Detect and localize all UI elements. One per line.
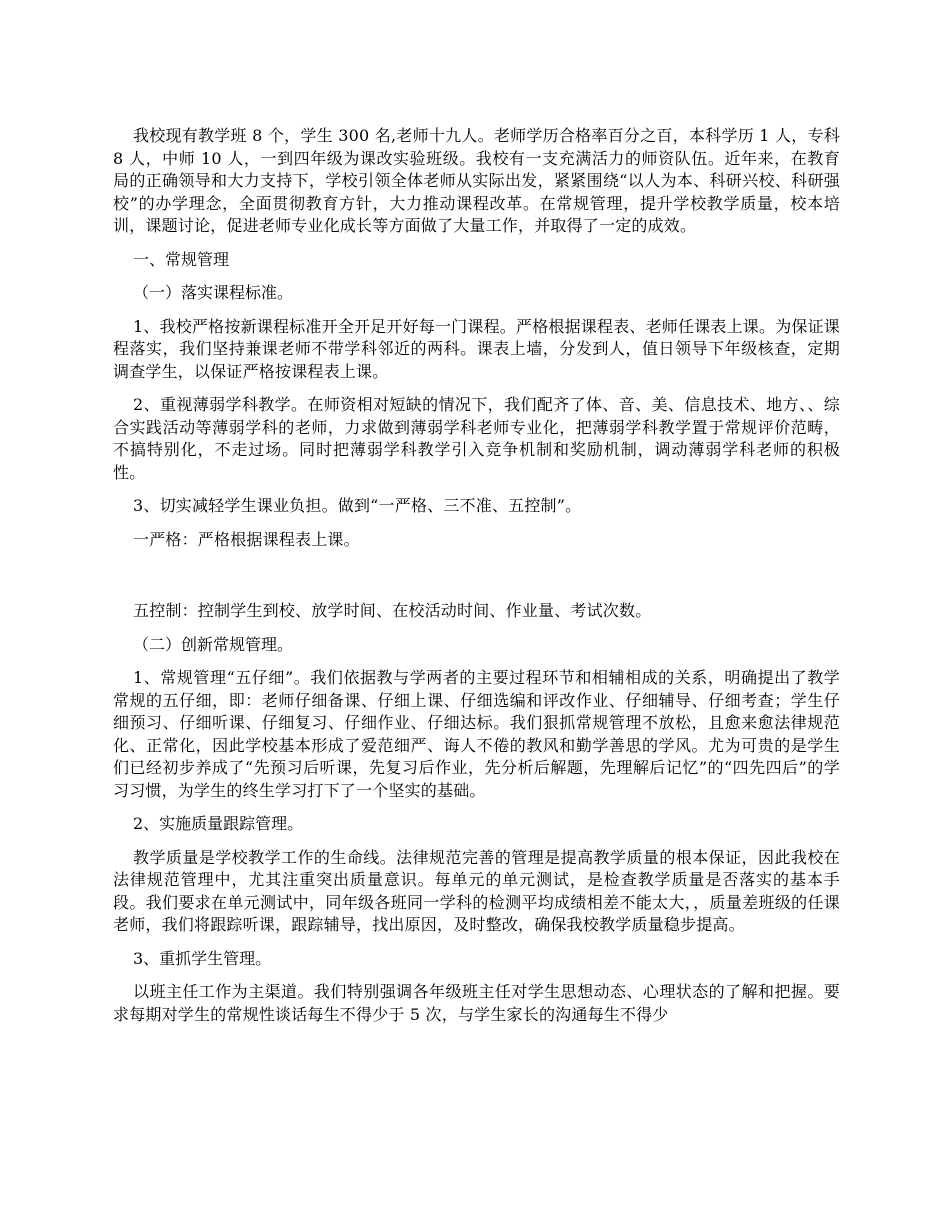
blank-gap	[113, 562, 840, 600]
paragraph-teaching-quality: 教学质量是学校教学工作的生命线。法律规范完善的管理是提高教学质量的根本保证，因此我校在法律规范管理中，尤其注重突出质量意识。每单元的单元测试，是检查教学质量是否落实的基本手段。我们要求在单元测试中，同年级各班同一学科的检测平均成绩相差不能太大，，质量差班级的任课老师，我们将跟踪听课，跟踪辅导，找出原因，及时整改，确保我校教学质量稳步提高。	[113, 847, 840, 934]
section-heading-routine-management: 一、常规管理	[133, 249, 230, 269]
paragraph-curriculum-implementation: 1、我校严格按新课程标准开全开足开好每一门课程。严格根据课程表、老师任课表上课。为保证课程落实，我们坚持兼课老师不带学科邻近的两科。课表上墙，分发到人，值日领导下年级核查，定期调查学生，以保证严格按课程表上课。	[113, 316, 840, 381]
paragraph-class-teacher-work: 以班主任工作为主渠道。我们特别强调各年级班主任对学生思想动态、心理状态的了解和把握。要求每期对学生的常规性谈话每生不得少于 5 次，与学生家长的沟通每生不得少	[113, 982, 840, 1024]
paragraph-one-strict: 一严格：严格根据课程表上课。	[133, 529, 360, 549]
document-page	[113, 125, 840, 1037]
heading-quality-tracking: 2、实施质量跟踪管理。	[133, 814, 304, 833]
paragraph-weak-subjects: 2、重视薄弱学科教学。在师资相对短缺的情况下，我们配齐了体、音、美、信息技术、地方、、综合实践活动等薄弱学科的老师，力求做到薄弱学科老师专业化，把薄弱学科教学置于常规评价范畴，不搞特别化，不走过场。同时把薄弱学科教学引入竞争机制和奖励机制，调动薄弱学科老师的积极性。	[113, 395, 840, 482]
subsection-heading-innovative-management: （二）创新常规管理。	[133, 634, 294, 654]
subsection-heading-curriculum-standards: （一）落实课程标准。	[133, 283, 294, 302]
paragraph-five-controls: 五控制：控制学生到校、放学时间、在校活动时间、作业量、考试次数。	[133, 601, 652, 620]
paragraph-five-carefuls: 1、常规管理“五仔细”。我们依据教与学两者的主要过程环节和相辅相成的关系，明确提出了教学常规的五仔细，即：老师仔细备课、仔细上课、仔细选编和评改作业、仔细辅导、仔细考查；学生仔细预习、仔细听课、仔细复习、仔细作业、仔细达标。我们狠抓常规管理不放松，且愈来愈法律规范化、正常化，因此学校基本形成了爱范细严、诲人不倦的教风和勤学善思的学风。尤为可贵的是学生们已经初步养成了“先预习后听课，先复习后作业，先分析后解题，先理解后记忆”的“四先四后”的学习习惯，为学生的终生学习打下了一个坚实的基础。	[113, 668, 840, 800]
paragraph-reduce-burden: 3、切实减轻学生课业负担。做到“一严格、三不准、五控制”。	[133, 496, 582, 515]
intro-paragraph: 我校现有教学班 8 个，学生 300 名,老师十九人。老师学历合格率百分之百，本科学历 1 人，专科 8 人，中师 10 人，一到四年级为课改实验班级。我校有一支充满活力的师资队伍。近年来，在教育局的正确领导和大力支持下，学校引领全体老师从实际出发，紧紧围绕“以人为本、科研兴校、科研强校”的办学理念，全面贯彻教育方针，大力推动课程改革。在常规管理，提升学校教学质量，校本培训，课题讨论，促进老师专业化成长等方面做了大量工作，并取得了一定的成效。	[113, 126, 840, 235]
heading-student-management: 3、重抓学生管理。	[133, 948, 272, 968]
